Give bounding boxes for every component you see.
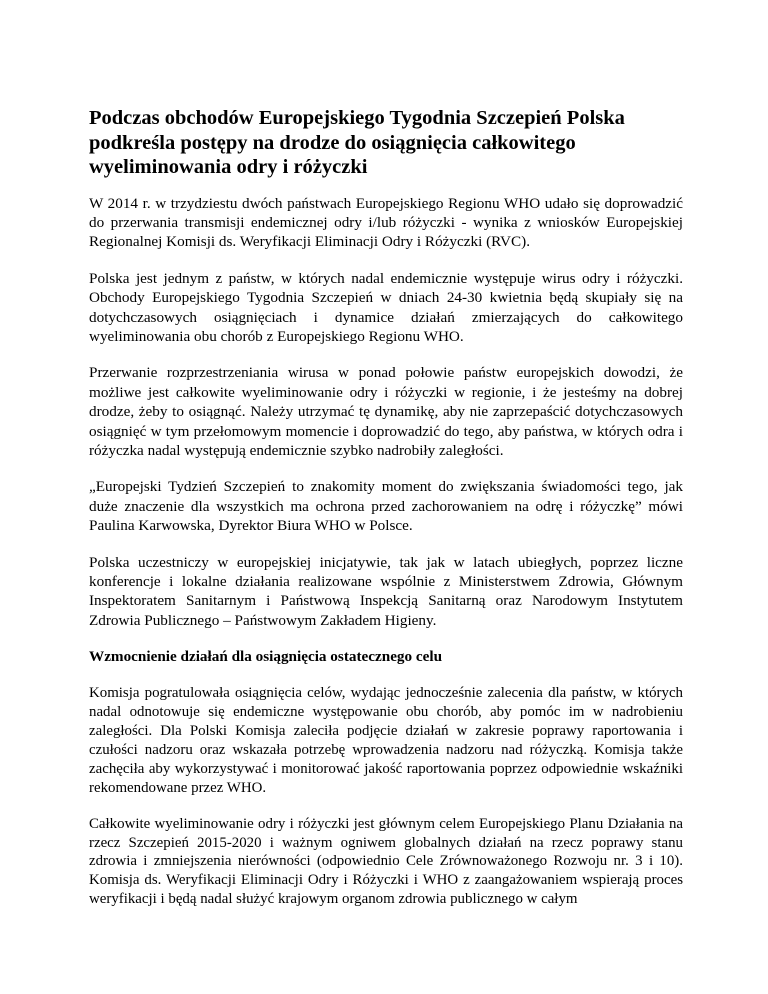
paragraph-interruption: Przerwanie rozprzestrzeniania wirusa w ponad połowie państw europejskich dowodzi, że możliwe jest całkowite wyeliminowanie odry i różyczki w regionie, i że jesteśmy na dobrej drodze, żeby to osiągnąć. Należy utrzymać tę dynamikę, aby nie zaprzepaścić dotychczasowych osiągnięć w tym przełomowym momencie i doprowadzić do tego, aby państwa, w których odra i różyczka nadal występują endemicznie szybko nadrobiły zaległości. [89, 364, 683, 459]
section-heading: Wzmocnienie działań dla osiągnięcia ostatecznego celu [89, 648, 443, 666]
paragraph-rvc-conclusions: W 2014 r. w trzydziestu dwóch państwach Europejskiego Regionu WHO udało się doprowadzić do przerwania transmisji endemicznej odry i/lub różyczki - wynika z wniosków Europejskiej Regionalnej Komisji ds. Weryfikacji Eliminacji Odry i Różyczki (RVC). [89, 194, 683, 251]
paragraph-quote: „Europejski Tydzień Szczepień to znakomity moment do zwiększania świadomości tego, jak duże znaczenie dla wszystkich ma ochrona przed zachorowaniem na odrę i różyczkę” mówi Paulina Karwowska, Dyrektor Biura WHO w Polsce. [89, 478, 683, 535]
paragraph-participation: Polska uczestniczy w europejskiej inicjatywie, tak jak w latach ubiegłych, poprzez liczne konferencje i lokalne działania realizowane wspólnie z Ministerstwem Zdrowia, Głównym Inspektoratem Sanitarnym i Państwową Inspekcją Sanitarną oraz Narodowym Instytutem Zdrowia Publicznego – Państwowym Zakładem Higieny. [89, 553, 683, 629]
paragraph-action-plan: Całkowite wyeliminowanie odry i różyczki jest głównym celem Europejskiego Planu Działania na rzecz Szczepień 2015-2020 i ważnym ogniwem globalnych działań na rzecz poprawy stanu zdrowia i zmniejszenia nierówności (odpowiednio Cele Zrównoważonego Rozwoju nr. 3 i 10). Komisja ds. Weryfikacji Eliminacji Odry i Różyczki i WHO z zaangażowaniem wspierają proces weryfikacji i będą nadal służyć krajowym organom zdrowia publicznego w całym [89, 815, 683, 908]
paragraph-poland-endemic: Polska jest jednym z państw, w których nadal endemicznie występuje wirus odry i różyczki. Obchody Europejskiego Tygodnia Szczepień w dniach 24-30 kwietnia będą skupiały się na dotychczasowych osiągnięciach i dynamice działań zmierzających do całkowitego wyeliminowania obu chorób z Europejskiego Regionu WHO. [89, 269, 683, 345]
paragraph-commission-recommendations: Komisja pogratulowała osiągnięcia celów, wydając jednocześnie zalecenia dla państw, w których nadal odnotowuje się endemiczne występowanie obu chorób, aby pomóc im w nadrobieniu zaległości. Dla Polski Komisja zaleciła podjęcie działań w zakresie poprawy raportowania i czułości nadzoru oraz wskazała potrzebę wprowadzenia nadzoru nad różyczką. Komisja także zachęciła aby wykorzystywać i monitorować jakość raportowania poprzez odpowiednie wskaźniki rekomendowane przez WHO. [89, 685, 683, 796]
document-content [89, 106, 683, 926]
document-title: Podczas obchodów Europejskiego Tygodnia Szczepień Polska podkreśla postępy na drodze do osiągnięcia całkowitego wyeliminowania odry i różyczki [89, 107, 625, 178]
